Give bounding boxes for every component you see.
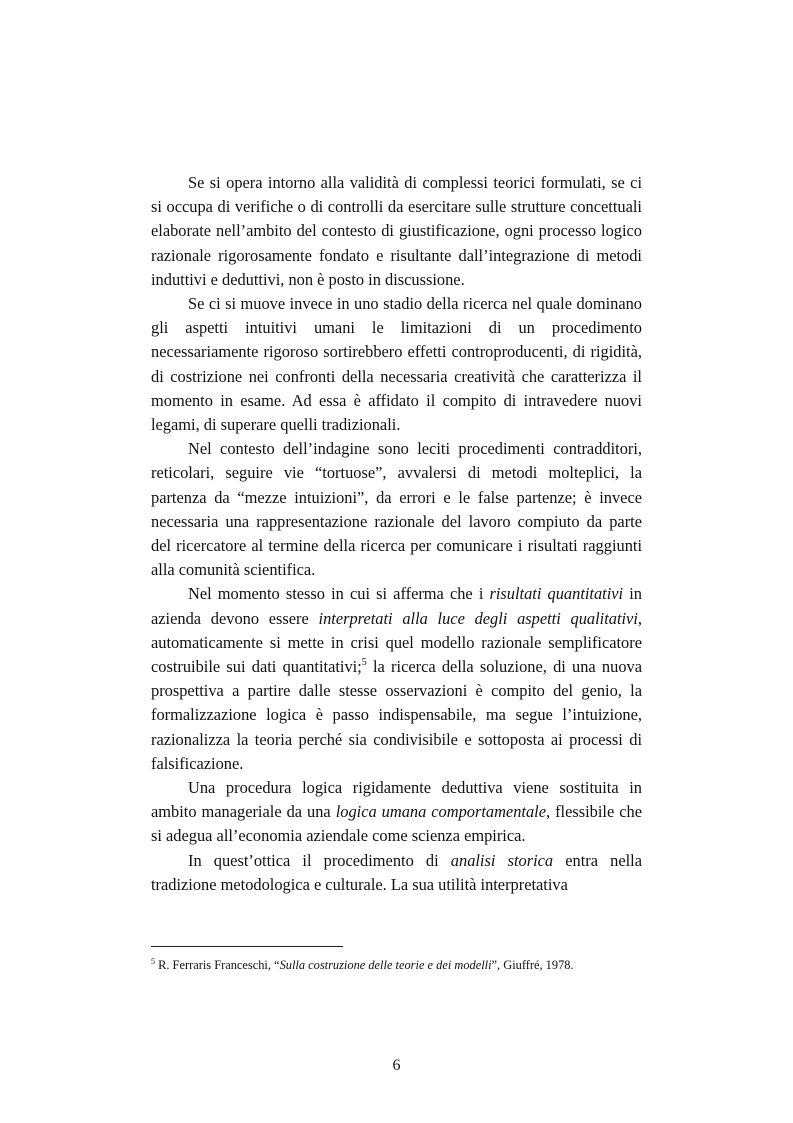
paragraph (151, 292, 642, 437)
text-run: Nel contesto dell’indagine sono leciti procedimenti contradditori, reticolari, seguire vie “tortuose”, avvalersi di metodi molteplici, la partenza da “mezze intuizioni”, da errori e le false partenze; è invece necessaria una rappresentazione razionale del lavoro compiuto da parte del ricercatore al termine della ricerca per comunicare i risultati raggiunti alla comunità scientifica. (151, 439, 642, 580)
text-run: entra nella tradizione metodologica e culturale. La sua utilità interpretativa (151, 850, 643, 894)
paragraph (151, 171, 642, 292)
italic-text: analisi storica (450, 850, 554, 870)
text-run: Nel momento stesso in cui si afferma che i (188, 584, 490, 604)
text-run: in azienda devono essere (151, 584, 642, 628)
text-run: Una procedura logica rigidamente deduttiva viene sostituita in ambito manageriale da una (151, 778, 642, 822)
footnote-separator (151, 946, 343, 947)
paragraph (151, 776, 642, 849)
footnote (151, 957, 642, 973)
italic-text: interpretati alla luce degli aspetti qualitativi (318, 608, 638, 628)
text-run: Se ci si muove invece in uno stadio della ricerca nel quale dominano gli aspetti intuitivi umani le limitazioni di un procedimento necessariamente rigoroso sortirebbero effetti controproducenti, di rigidità, di costrizione nei confronti della necessaria creatività che caratterizza il momento in esame. Ad essa è affidato il compito di intravedere nuovi legami, di superare quelli tradizionali. (151, 294, 642, 435)
text-run: la ricerca della soluzione, di una nuova prospettiva a partire dalle stesse osservazioni è compito del genio, la formalizzazione logica è passo indispensabile, ma segue l’intuizione, razionalizza la teoria perché sia condivisibile e sottoposta ai processi di falsificazione. (151, 657, 642, 773)
footnote-reference: 5 (361, 656, 367, 668)
text-run: , automaticamente si mette in crisi quel modello razionale semplificatore costruibile sui dati quantitativi; (151, 608, 642, 677)
footnote-author: R. Ferraris Franceschi, “ (155, 958, 280, 972)
text-run: Se si opera intorno alla validità di complessi teorici formulati, se ci si occupa di verifiche o di controlli da esercitare sulle strutture concettuali elaborate nell’ambito del contesto di giustificazione, ogni processo logico razionale rigorosamente fondato e risultante dall’integrazione di metodi induttivi e deduttivi, non è posto in discussione. (151, 173, 642, 289)
paragraph (151, 582, 642, 776)
body-text (151, 171, 642, 897)
text-run: , flessibile che si adegua all’economia aziendale come scienza empirica. (151, 802, 642, 846)
italic-text: logica umana comportamentale (335, 802, 546, 822)
footnote-marker: 5 (151, 956, 155, 966)
italic-text: risultati quantitativi (489, 584, 624, 604)
footnote-title: Sulla costruzione delle teorie e dei modelli (279, 958, 492, 972)
paragraph (151, 437, 642, 582)
text-run: In quest’ottica il procedimento di (188, 850, 451, 870)
paragraph (151, 849, 642, 897)
footnote-publisher: ”, Giuffré, 1978. (491, 958, 574, 972)
page-number: 6 (392, 1057, 401, 1074)
